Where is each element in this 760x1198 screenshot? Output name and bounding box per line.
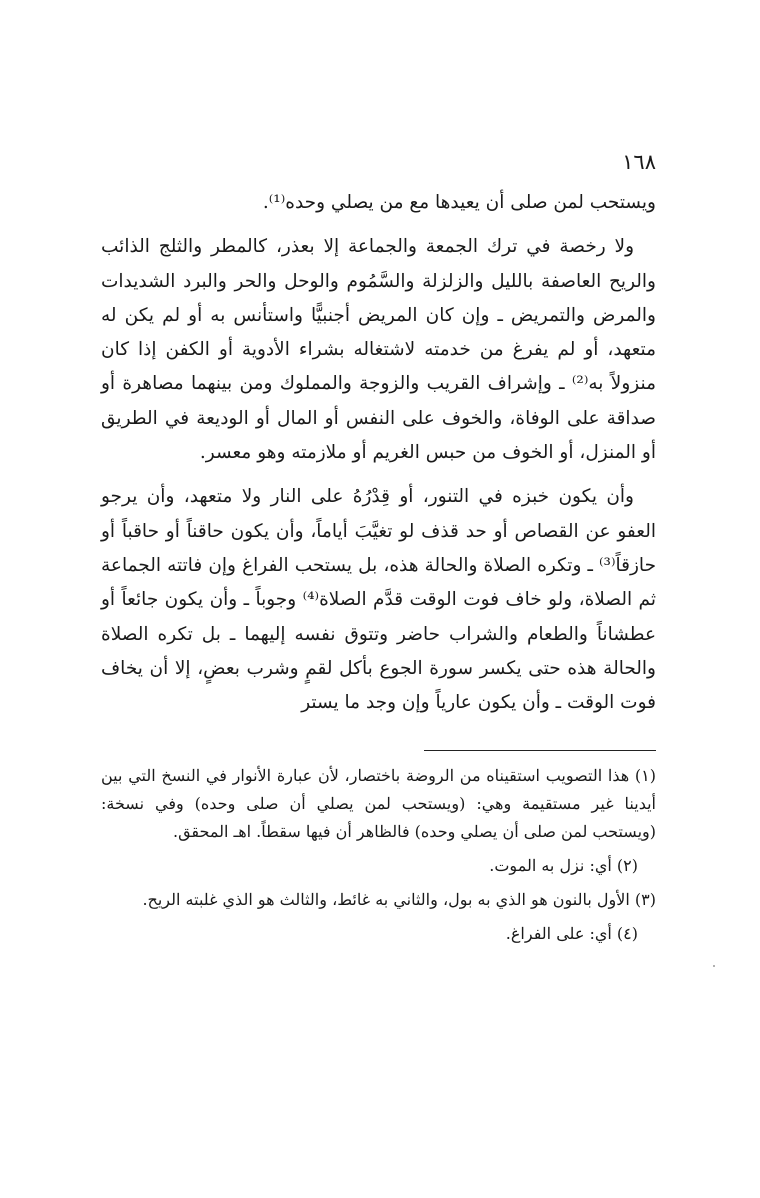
page-number: ١٦٨ — [622, 150, 656, 174]
paragraph: ولا رخصة في ترك الجمعة والجماعة إلا بعذر، كالمطر والثلج الذائب والريح العاصفة بالليل والزلزلة والسَّمُوم والوحل والحر والبرد الشديدات والمرض والتمريض ـ وإن كان المريض أجنبيًّا واستأنس به أو لم يكن له متعهد، أو لم يفرغ من خدمته لاشتغاله بشراء الأدوية أو الكفن إذا كان منزولاً به⁽²⁾ ـ وإشراف القريب والزوجة والمملوك ومن بينهما مصاهرة أو صداقة على الوفاة، والخوف على النفس أو المال أو الوديعة في الطريق أو المنزل، أو الخوف من حبس الغريم أو ملازمته وهو معسر. — [101, 236, 656, 464]
footnote: (٤) أي: على الفراغ. — [505, 924, 638, 943]
paragraph: وأن يكون خبزه في التنور، أو قِدْرُهُ على النار ولا متعهد، وأن يرجو العفو عن القصاص أو حد قذف لو تغيَّبَ أياماً، وأن يكون حاقناً أو حاقباً أو حازقاً⁽³⁾ ـ وتكره الصلاة والحالة هذه، بل يستحب الفراغ وإن فاتته الجماعة ثم الصلاة، ولو خاف فوت الوقت قدَّم الصلاة⁽⁴⁾ وجوباً ـ وأن يكون جائعاً أو عطشاناً والطعام والشراب حاضر وتتوق نفسه إليهما ـ بل تكره الصلاة والحالة هذه حتى يكسر سورة الجوع بأكل لقمٍ وشرب بعضٍ، إلا أن يخاف فوت الوقت ـ وأن يكون عارياً وإن وجد ما يستر — [101, 486, 656, 714]
footnote: (٢) أي: نزل به الموت. — [489, 856, 638, 875]
main-text — [101, 186, 656, 730]
scan-speck — [713, 965, 715, 967]
footnote: (١) هذا التصويب استقيناه من الروضة باختصار، لأن عبارة الأنوار في النسخ التي بين أيدينا غير مستقيمة وهي: (ويستحب لمن يصلي أن صلى وحده) وفي نسخة: (ويستحب لمن صلى أن يصلي وحده) فالظاهر أن فيها سقطاً. اهـ المحقق. — [101, 766, 656, 841]
paragraph: ويستحب لمن صلى أن يعيدها مع من يصلي وحده⁽¹⁾. — [262, 192, 656, 213]
footnotes — [101, 762, 656, 954]
footnote-separator — [424, 750, 656, 751]
footnote: (٣) الأول بالنون هو الذي به بول، والثاني به غائط، والثالث هو الذي غلبته الريح. — [142, 890, 656, 909]
